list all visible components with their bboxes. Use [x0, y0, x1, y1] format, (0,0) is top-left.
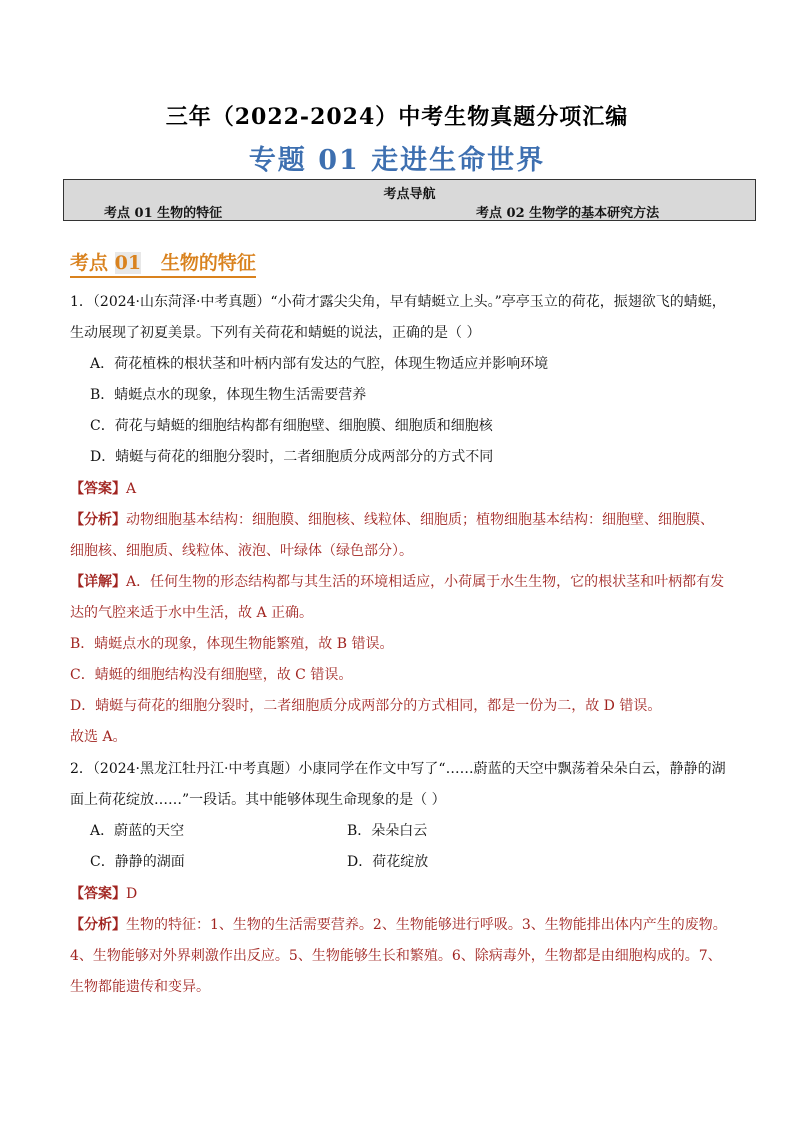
q2-stem-line-1: 2．（2024·黑龙江牡丹江·中考真题）小康同学在作文中写了“……蔚蓝的天空中飘荡着朵朵白云，静静的湖 [70, 761, 726, 777]
section-prefix: 考点 [70, 252, 115, 274]
answer-label: 【答案】 [70, 481, 126, 497]
q1-stem-line-2: 生动展现了初夏美景。下列有关荷花和蜻蜓的说法，正确的是（ ） [70, 325, 481, 341]
q1-option-c: C．荷花与蜻蜓的细胞结构都有细胞壁、细胞膜、细胞质和细胞核 [90, 418, 493, 434]
topic-title: 专题 01 走进生命世界 [248, 145, 546, 176]
detail-label: 【详解】 [70, 574, 126, 590]
q2-analysis-line-2: 4、生物能够对外界刺激作出反应。5、生物能够生长和繁殖。6、除病毒外，生物都是由细胞构成的。7、 [70, 948, 722, 964]
document-title: 三年（2022-2024）中考生物真题分项汇编 [165, 104, 629, 130]
nav-item-point-02[interactable]: 考点 02 生物学的基本研究方法 [476, 206, 660, 221]
q1-detail-line-4: C．蜻蜓的细胞结构没有细胞壁，故 C 错误。 [70, 667, 353, 683]
analysis-label: 【分析】 [70, 917, 126, 933]
q2-stem-line-2: 面上荷花绽放……”一段话。其中能够体现生命现象的是（ ） [70, 792, 446, 808]
answer-value: A [126, 481, 137, 497]
answer-label: 【答案】 [70, 886, 126, 902]
q1-conclusion: 故选 A。 [70, 729, 127, 745]
q2-option-a: A．蔚蓝的天空 [90, 823, 185, 839]
answer-value: D [126, 886, 138, 902]
analysis-text: 生物的特征：1、生物的生活需要营养。2、生物能够进行呼吸。3、生物能排出体内产生的废物。 [126, 917, 727, 933]
q1-analysis-line-1 [70, 510, 714, 530]
detail-text: A．任何生物的形态结构都与其生活的环境相适应，小荷属于水生生物，它的根状茎和叶柄都有发 [126, 574, 725, 590]
q2-answer [70, 884, 137, 904]
section-heading [70, 251, 256, 278]
q1-detail-line-1 [70, 572, 724, 592]
q1-option-a: A．荷花植株的根状茎和叶柄内部有发达的气腔，体现生物适应并影响环境 [90, 356, 549, 372]
section-title: 生物的特征 [141, 252, 256, 274]
q1-analysis-line-2: 细胞核、细胞质、线粒体、液泡、叶绿体（绿色部分）。 [70, 543, 413, 559]
q2-option-b: B．朵朵白云 [347, 823, 428, 839]
nav-item-point-01[interactable]: 考点 01 生物的特征 [104, 206, 223, 221]
q2-option-c: C．静静的湖面 [90, 854, 185, 870]
q2-analysis-line-3: 生物都能遗传和变异。 [70, 979, 210, 995]
navigation-title: 考点导航 [383, 187, 436, 202]
topic-navigation-box [63, 179, 756, 221]
q1-stem-line-1: 1．（2024·山东菏泽·中考真题）“小荷才露尖尖角，早有蜻蜓立上头。”亭亭玉立的荷花，振翅欲飞的蜻蜓， [70, 294, 726, 310]
q2-option-d: D．荷花绽放 [347, 854, 429, 870]
q1-detail-line-3: B．蜻蜓点水的现象，体现生物能繁殖，故 B 错误。 [70, 636, 394, 652]
q2-analysis-line-1 [70, 915, 727, 935]
q1-answer [70, 479, 136, 499]
q1-option-d: D．蜻蜓与荷花的细胞分裂时，二者细胞质分成两部分的方式不同 [90, 449, 494, 465]
section-number: 01 [114, 252, 142, 274]
analysis-label: 【分析】 [70, 512, 126, 528]
q1-detail-line-5: D．蜻蜓与荷花的细胞分裂时，二者细胞质分成两部分的方式相同，都是一份为二，故 D 错误。 [70, 698, 662, 714]
q1-detail-line-2: 达的气腔来适于水中生活，故 A 正确。 [70, 605, 314, 621]
q1-option-b: B．蜻蜓点水的现象，体现生物生活需要营养 [90, 387, 367, 403]
analysis-text: 动物细胞基本结构：细胞膜、细胞核、线粒体、细胞质；植物细胞基本结构：细胞壁、细胞膜、 [126, 512, 714, 528]
